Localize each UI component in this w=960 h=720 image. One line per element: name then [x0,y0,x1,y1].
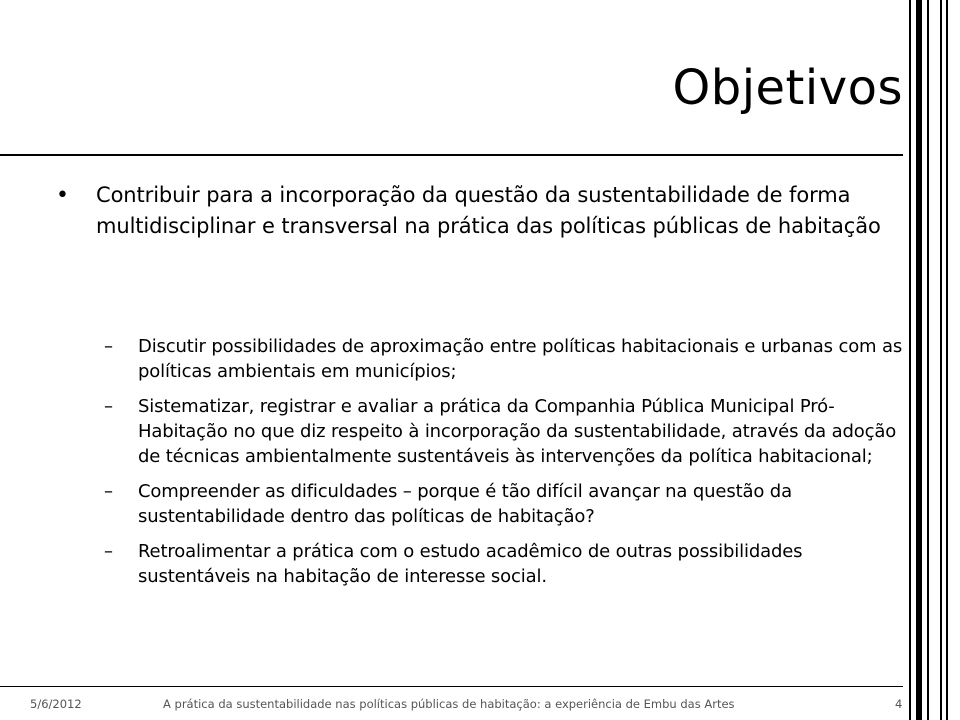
dash-marker: – [104,396,113,417]
slide-title: Objetivos [672,60,903,116]
sub-bullet-item [104,479,904,529]
sub-bullet-list [104,334,904,599]
sub-bullet-item [104,539,904,589]
footer-caption: A prática da sustentabilidade nas políticas públicas de habitação: a experiência de Embu das Artes [163,697,735,711]
title-divider [0,154,903,156]
sub-bullet-text: Compreender as dificuldades – porque é tão difícil avançar na questão da sustentabilidade dentro das políticas de habitação? [138,481,792,527]
sub-bullet-item [104,394,904,469]
decorative-vertical-line [940,0,942,720]
bullet-marker: • [56,183,69,208]
dash-marker: – [104,541,113,562]
decorative-vertical-line [946,0,948,720]
page-number: 4 [895,697,903,711]
dash-marker: – [104,336,113,357]
decorative-vertical-line [916,0,922,720]
sub-bullet-text: Sistematizar, registrar e avaliar a prática da Companhia Pública Municipal Pró-Habitação no que diz respeito à incorporação da sustentabilidade, através da adoção de técnicas ambientalmente sustentáveis às intervenções da política habitacional; [138,396,897,467]
decorative-vertical-line [927,0,929,720]
footer-date: 5/6/2012 [30,697,82,711]
main-bullet-text: Contribuir para a incorporação da questão da sustentabilidade de forma multidisciplinar e transversal na prática das políticas públicas de habitação [96,183,881,238]
sub-bullet-text: Retroalimentar a prática com o estudo acadêmico de outras possibilidades sustentáveis na habitação de interesse social. [138,541,803,587]
sub-bullet-item [104,334,904,384]
footer-divider [0,686,903,687]
dash-marker: – [104,481,113,502]
main-bullet [56,180,901,242]
decorative-vertical-line [909,0,911,720]
sub-bullet-text: Discutir possibilidades de aproximação entre políticas habitacionais e urbanas com as políticas ambientais em municípios; [138,336,903,382]
